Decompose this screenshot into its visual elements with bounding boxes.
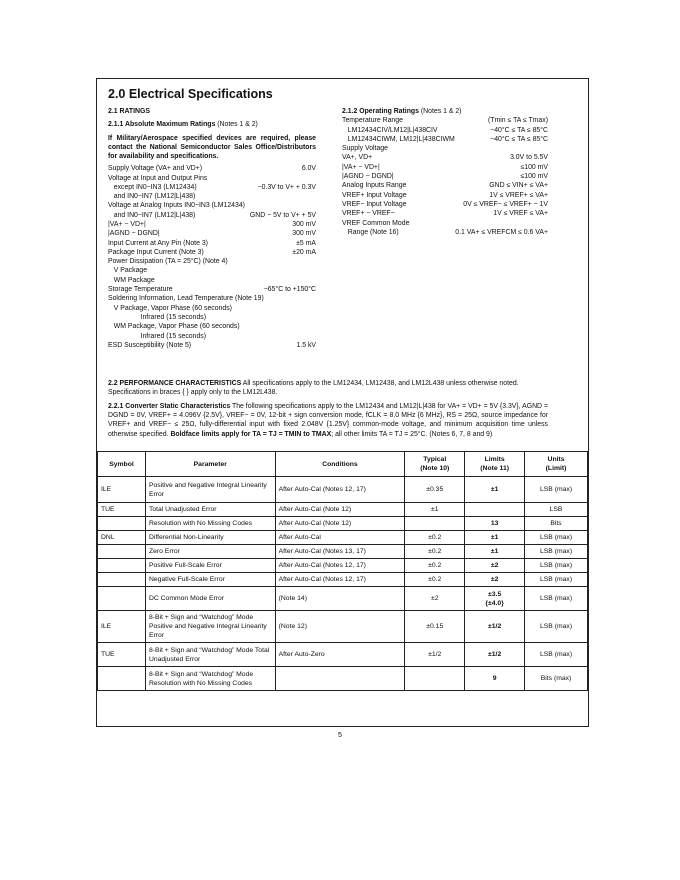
header-units: Units (Limit) xyxy=(525,452,588,477)
cell-parameter: Positive and Negative Integral Linearity Error xyxy=(145,477,275,503)
rating-label: WM Package xyxy=(108,276,155,284)
rating-label: Storage Temperature xyxy=(108,286,173,294)
ratings-column xyxy=(108,107,316,350)
rating-row xyxy=(108,313,316,322)
header-symbol: Symbol xyxy=(98,452,146,477)
cell-typical: ±1/2 xyxy=(405,643,465,667)
cell-symbol xyxy=(98,667,146,691)
rating-label: VA+, VD+ xyxy=(342,154,373,162)
rating-label: Input Current at Any Pin (Note 3) xyxy=(108,239,208,247)
rating-row xyxy=(108,239,316,248)
cell-typical xyxy=(405,667,465,691)
abs-max-heading xyxy=(108,120,316,129)
operating-column xyxy=(342,107,548,237)
rating-value: 0V ≤ VREF− ≤ VREF+ − 1V xyxy=(463,200,548,208)
cell-conditions: After Auto-Cal (Notes 12, 17) xyxy=(275,559,405,573)
rating-row xyxy=(108,341,316,350)
rating-row xyxy=(108,266,316,275)
rating-value: 0.1 VA+ ≤ VREFCM ≤ 0.6 VA+ xyxy=(455,228,548,236)
rating-label: |AGND − DGND| xyxy=(108,230,160,238)
rating-label: V Package xyxy=(108,267,148,275)
rating-label: Temperature Range xyxy=(342,117,403,125)
table-body xyxy=(98,477,588,691)
header-typical: Typical (Note 10) xyxy=(405,452,465,477)
conv-text: The following specifications apply to the LM12434 and LM12|L|438 for VA+ = VD+ = 5V {3.3V}, AGND = DGND = 0V, VREF+ = 4.096V {2.5V}, VREF− = 0V, 12-bit + sign conversion mode, fCLK = 8.0 MHz {6 MHz}, RS = 25Ω, source impedance for VREF+ and VREF− ≤ 25Ω, fully-differential input with fixed 2.048V {1.25V} common-mode voltage, and minimum acquisition time unless otherwise specified. xyxy=(108,403,548,438)
rating-label: Infrared (15 seconds) xyxy=(108,313,207,321)
cell-limits: ±3.5 {±4.0} xyxy=(465,587,525,611)
header-parameter: Parameter xyxy=(145,452,275,477)
cell-units: LSB (max) xyxy=(525,573,588,587)
table-row xyxy=(98,611,588,643)
rating-row xyxy=(342,209,548,218)
rating-label: WM Package, Vapor Phase (60 seconds) xyxy=(108,323,240,331)
cell-symbol: TUE xyxy=(98,643,146,667)
rating-value: ≤100 mV xyxy=(520,173,548,181)
rating-row xyxy=(108,201,316,210)
cell-conditions: After Auto-Cal (Note 12) xyxy=(275,517,405,531)
rating-row xyxy=(342,172,548,181)
rating-label: Voltage at Input and Output Pins xyxy=(108,174,208,182)
cell-units: LSB (max) xyxy=(525,587,588,611)
rating-value: ±20 mA xyxy=(292,248,316,256)
rating-row xyxy=(108,257,316,266)
rating-row xyxy=(108,229,316,238)
cell-symbol: TUE xyxy=(98,503,146,517)
rating-label: |VA+ − VD+| xyxy=(108,220,146,228)
conv-bold-text: Boldface limits apply for TA = TJ = TMIN to TMAX xyxy=(170,430,332,438)
cell-units: LSB (max) xyxy=(525,643,588,667)
rating-label: LM12434CIV/LM12|L|438CIV xyxy=(342,126,438,134)
table-row xyxy=(98,531,588,545)
rating-label: V Package, Vapor Phase (60 seconds) xyxy=(108,304,232,312)
operating-list xyxy=(342,116,548,237)
header-limits: Limits (Note 11) xyxy=(465,452,525,477)
rating-label: Supply Voltage (VA+ and VD+) xyxy=(108,165,203,173)
rating-row xyxy=(108,174,316,183)
converter-static-characteristics xyxy=(108,402,548,439)
rating-value: ±5 mA xyxy=(296,239,316,247)
cell-parameter: Negative Full-Scale Error xyxy=(145,573,275,587)
page-number: 5 xyxy=(338,732,342,739)
rating-row xyxy=(108,294,316,303)
cell-limits: ±2 xyxy=(465,559,525,573)
rating-row xyxy=(342,191,548,200)
rating-value: −0.3V to V+ + 0.3V xyxy=(257,183,316,191)
cell-symbol xyxy=(98,573,146,587)
cell-typical: ±0.2 xyxy=(405,573,465,587)
cell-limits: ±1/2 xyxy=(465,611,525,643)
rating-label: and IN0−IN7 (LM12|L|438) xyxy=(108,211,196,219)
cell-symbol: DNL xyxy=(98,531,146,545)
ratings-list xyxy=(108,164,316,350)
cell-conditions: After Auto-Cal (Notes 12, 17) xyxy=(275,477,405,503)
cell-symbol xyxy=(98,545,146,559)
cell-parameter: Differential Non-Linearity xyxy=(145,531,275,545)
cell-typical: ±2 xyxy=(405,587,465,611)
cell-symbol xyxy=(98,517,146,531)
cell-units: Bits (max) xyxy=(525,667,588,691)
perf-text: All specifications apply to the LM12434, LM12438, and LM12L438 unless otherwise noted. Specifications in braces { } apply only to the LM12L438. xyxy=(108,380,519,397)
cell-typical: ±0.35 xyxy=(405,477,465,503)
cell-parameter: Total Unadjusted Error xyxy=(145,503,275,517)
rating-label: Voltage at Analog Inputs IN0−IN3 (LM12434) xyxy=(108,202,245,210)
cell-conditions: (Note 12) xyxy=(275,611,405,643)
cell-units: LSB (max) xyxy=(525,611,588,643)
rating-label: Analog Inputs Range xyxy=(342,182,407,190)
rating-value: 1V ≤ VREF+ ≤ VA+ xyxy=(489,191,548,199)
rating-value: GND ≤ VIN+ ≤ VA+ xyxy=(489,182,548,190)
rating-row xyxy=(108,211,316,220)
rating-row xyxy=(108,164,316,173)
conv-heading: 2.2.1 Converter Static Characteristics xyxy=(108,403,231,410)
cell-symbol xyxy=(98,587,146,611)
table-row xyxy=(98,643,588,667)
cell-conditions: After Auto-Cal (Notes 12, 17) xyxy=(275,573,405,587)
rating-row xyxy=(342,200,548,209)
cell-limits: ±1/2 xyxy=(465,643,525,667)
cell-symbol xyxy=(98,559,146,573)
perf-heading: 2.2 PERFORMANCE CHARACTERISTICS xyxy=(108,380,242,387)
cell-typical xyxy=(405,517,465,531)
spec-table xyxy=(97,451,588,691)
rating-label: VREF Common Mode xyxy=(342,219,410,227)
table-header-row xyxy=(98,452,588,477)
rating-label: Soldering Information, Lead Temperature (Note 19) xyxy=(108,295,264,303)
cell-units: LSB (max) xyxy=(525,545,588,559)
rating-row xyxy=(108,285,316,294)
rating-label: LM12434CIWM, LM12|L|438CIWM xyxy=(342,135,455,143)
rating-label: |AGND − DGND| xyxy=(342,173,394,181)
cell-conditions: After Auto-Cal (Notes 13, 17) xyxy=(275,545,405,559)
cell-typical: ±1 xyxy=(405,503,465,517)
cell-limits: ±2 xyxy=(465,573,525,587)
rating-value: 300 mV xyxy=(292,220,316,228)
cell-typical: ±0.15 xyxy=(405,611,465,643)
cell-conditions: (Note 14) xyxy=(275,587,405,611)
table-row xyxy=(98,587,588,611)
table-row xyxy=(98,517,588,531)
conv-tail: ; all other limits TA = TJ = 25°C. (Notes 6, 7, 8 and 9) xyxy=(331,430,493,438)
cell-parameter: DC Common Mode Error xyxy=(145,587,275,611)
cell-conditions: After Auto-Zero xyxy=(275,643,405,667)
cell-limits: ±1 xyxy=(465,545,525,559)
cell-units: LSB (max) xyxy=(525,559,588,573)
rating-label: and IN0−IN7 (LM12|L|438) xyxy=(108,193,196,201)
rating-value: 300 mV xyxy=(292,230,316,238)
rating-value: 1V ≤ VREF ≤ VA+ xyxy=(493,210,548,218)
rating-value: −65°C to +150°C xyxy=(263,286,316,294)
operating-heading xyxy=(342,107,548,116)
rating-row xyxy=(342,219,548,228)
cell-typical: ±0.2 xyxy=(405,531,465,545)
cell-units: LSB (max) xyxy=(525,531,588,545)
rating-row xyxy=(342,126,548,135)
section-title: 2.0 Electrical Specifications xyxy=(108,87,273,101)
rating-row xyxy=(108,183,316,192)
rating-label: except IN0−IN3 (LM12434) xyxy=(108,183,197,191)
rating-row xyxy=(342,135,548,144)
rating-value: ≤100 mV xyxy=(520,163,548,171)
rating-row xyxy=(342,116,548,125)
rating-row xyxy=(108,322,316,331)
rating-value: 6.0V xyxy=(301,165,316,173)
cell-limits: ±1 xyxy=(465,531,525,545)
rating-row xyxy=(108,220,316,229)
cell-parameter: 8-Bit + Sign and “Watchdog” Mode Positive and Negative Integral Linearity Error xyxy=(145,611,275,643)
military-note: If Military/Aerospace specified devices are required, please contact the National Semiconductor Sales Office/Distributors for availability and specifications. xyxy=(108,134,316,160)
rating-row xyxy=(108,276,316,285)
rating-row xyxy=(108,248,316,257)
operating-heading-notes: (Notes 1 & 2) xyxy=(418,108,462,115)
rating-row xyxy=(342,181,548,190)
rating-row xyxy=(108,304,316,313)
table-row xyxy=(98,503,588,517)
cell-units: LSB xyxy=(525,503,588,517)
rating-row xyxy=(108,192,316,201)
header-conditions: Conditions xyxy=(275,452,405,477)
table-row xyxy=(98,573,588,587)
rating-row xyxy=(342,153,548,162)
rating-label: VREF+ − VREF− xyxy=(342,210,395,218)
cell-units: LSB (max) xyxy=(525,477,588,503)
cell-parameter: Resolution with No Missing Codes xyxy=(145,517,275,531)
rating-value: GND − 5V to V+ + 5V xyxy=(249,211,316,219)
rating-row xyxy=(108,332,316,341)
rating-value: 3.0V to 5.5V xyxy=(510,154,548,162)
rating-label: ESD Susceptibility (Note 5) xyxy=(108,341,192,349)
abs-max-heading-notes: (Notes 1 & 2) xyxy=(215,121,258,129)
rating-value: −40°C ≤ TA ≤ 85°C xyxy=(490,135,548,143)
rating-value: (Tmin ≤ TA ≤ Tmax) xyxy=(487,117,548,125)
rating-row xyxy=(342,163,548,172)
cell-limits: 9 xyxy=(465,667,525,691)
cell-typical: ±0.2 xyxy=(405,545,465,559)
cell-limits xyxy=(465,503,525,517)
table-row xyxy=(98,667,588,691)
cell-parameter: Zero Error xyxy=(145,545,275,559)
table-row xyxy=(98,545,588,559)
table-row xyxy=(98,559,588,573)
cell-parameter: Positive Full-Scale Error xyxy=(145,559,275,573)
cell-limits: 13 xyxy=(465,517,525,531)
cell-conditions: After Auto-Cal (Note 12) xyxy=(275,503,405,517)
rating-label: Supply Voltage xyxy=(342,145,388,153)
cell-typical: ±0.2 xyxy=(405,559,465,573)
cell-parameter: 8-Bit + Sign and “Watchdog” Mode Total Unadjusted Error xyxy=(145,643,275,667)
cell-conditions xyxy=(275,667,405,691)
abs-max-heading-bold: 2.1.1 Absolute Maximum Ratings xyxy=(108,121,216,129)
cell-units: Bits xyxy=(525,517,588,531)
operating-heading-bold: 2.1.2 Operating Ratings xyxy=(342,108,419,115)
ratings-heading: 2.1 RATINGS xyxy=(108,108,150,115)
cell-parameter: 8-Bit + Sign and “Watchdog” Mode Resolution with No Missing Codes xyxy=(145,667,275,691)
table-row xyxy=(98,477,588,503)
performance-characteristics xyxy=(108,379,548,397)
rating-label: |VA+ − VD+| xyxy=(342,163,380,171)
rating-value: 1.5 kV xyxy=(296,341,316,349)
rating-label: VREF− Input Voltage xyxy=(342,200,407,208)
rating-label: Range (Note 16) xyxy=(342,228,399,236)
rating-label: VREF+ Input Voltage xyxy=(342,191,407,199)
rating-row xyxy=(342,228,548,237)
cell-symbol: ILE xyxy=(98,611,146,643)
cell-limits: ±1 xyxy=(465,477,525,503)
rating-label: Package Input Current (Note 3) xyxy=(108,248,204,256)
rating-value: −40°C ≤ TA ≤ 85°C xyxy=(490,126,548,134)
rating-row xyxy=(342,144,548,153)
cell-conditions: After Auto-Cal xyxy=(275,531,405,545)
cell-symbol: ILE xyxy=(98,477,146,503)
rating-label: Power Dissipation (TA = 25°C) (Note 4) xyxy=(108,258,228,266)
rating-label: Infrared (15 seconds) xyxy=(108,332,207,340)
